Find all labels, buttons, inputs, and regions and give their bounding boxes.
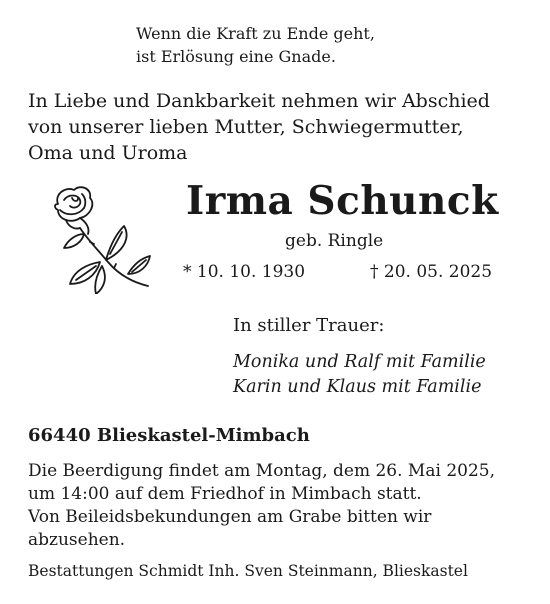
deceased-name: Irma Schunck	[186, 178, 499, 224]
mourner-line: Karin und Klaus mit Familie	[233, 377, 482, 397]
undertaker: Bestattungen Schmidt Inh. Sven Steinmann, Blieskastel	[28, 562, 468, 580]
intro-line: Oma und Uroma	[28, 142, 188, 164]
birth-date: * 10. 10. 1930	[183, 262, 306, 282]
poem	[136, 22, 375, 68]
mourners-list	[233, 350, 486, 400]
location: 66440 Blieskastel-Mimbach	[28, 425, 310, 446]
intro-text	[28, 88, 490, 166]
funeral-line: Die Beerdigung findet am Montag, dem 26. Mai 2025,	[28, 461, 495, 481]
mourning-heading: In stiller Trauer:	[233, 315, 385, 336]
rose-icon	[44, 182, 154, 294]
funeral-line: Von Beileidsbekundungen am Grabe bitten wir	[28, 507, 432, 527]
intro-line: In Liebe und Dankbarkeit nehmen wir Abschied	[28, 90, 490, 112]
death-date: † 20. 05. 2025	[370, 262, 493, 282]
poem-line: ist Erlösung eine Gnade.	[136, 47, 336, 66]
maiden-name: geb. Ringle	[285, 231, 384, 251]
intro-line: von unserer lieben Mutter, Schwiegermutter,	[28, 116, 464, 138]
poem-line: Wenn die Kraft zu Ende geht,	[136, 24, 375, 43]
funeral-notice	[28, 460, 495, 552]
mourner-line: Monika und Ralf mit Familie	[233, 352, 486, 372]
funeral-line: abzusehen.	[28, 530, 126, 550]
funeral-line: um 14:00 auf dem Friedhof in Mimbach statt.	[28, 484, 422, 504]
